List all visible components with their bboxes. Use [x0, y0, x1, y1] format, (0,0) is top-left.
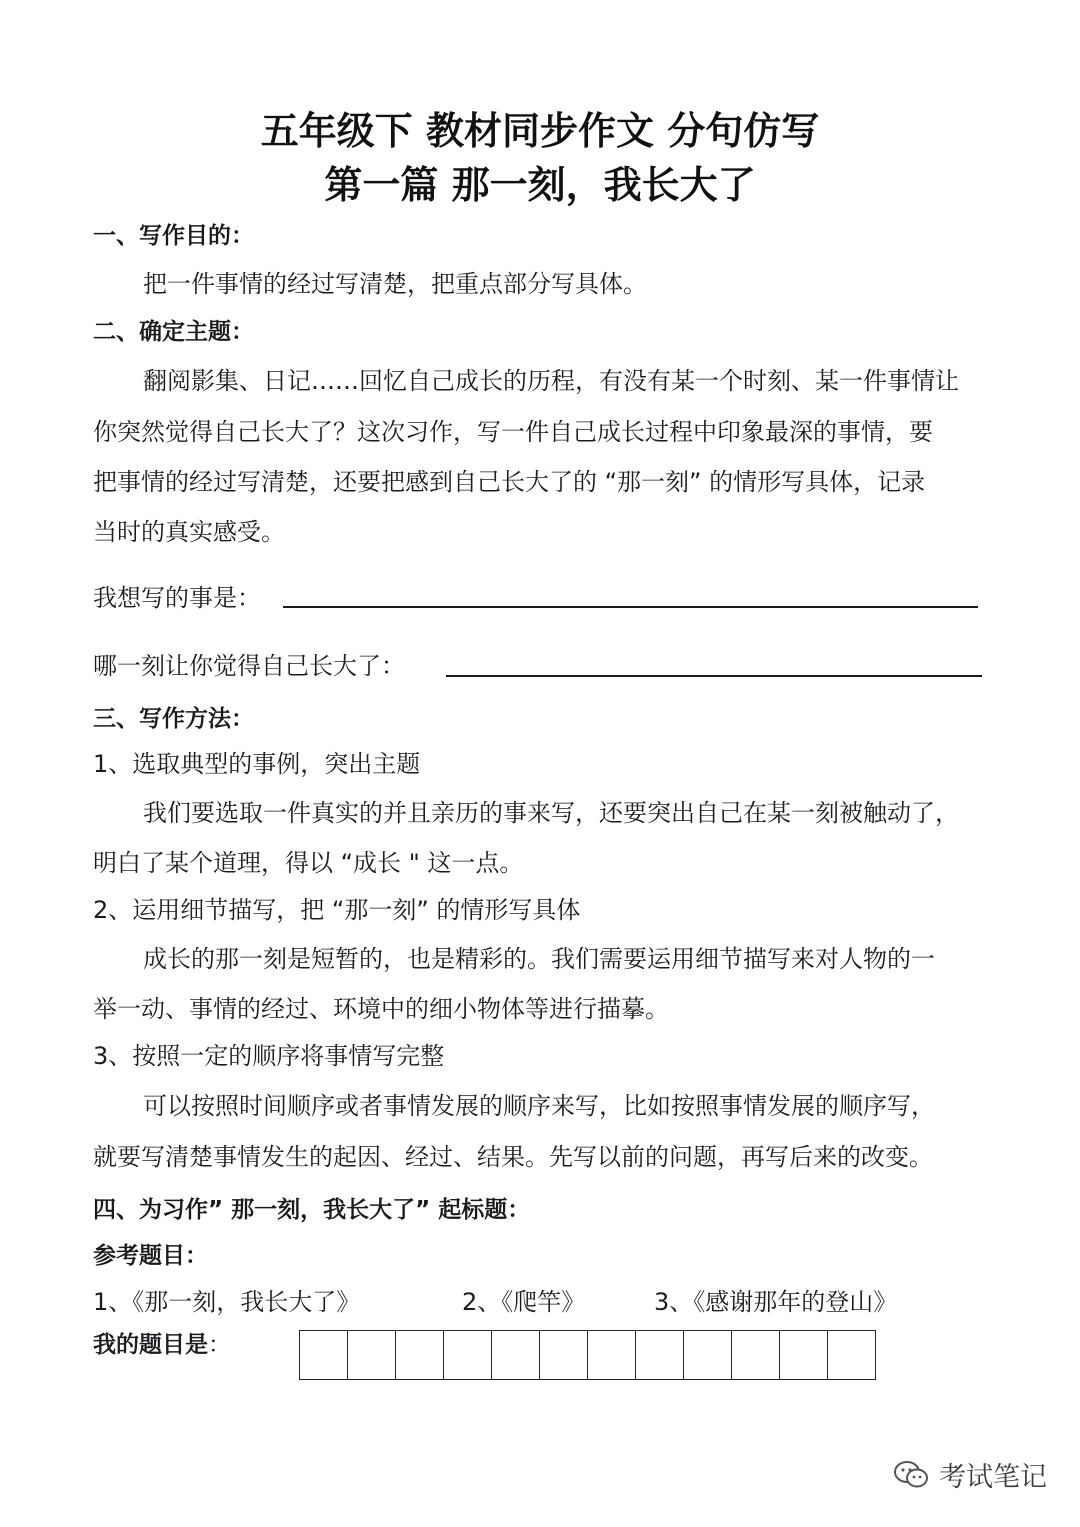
reference-title-1: 1、《那一刻，我长大了》 — [93, 1288, 361, 1316]
wechat-icon — [893, 1459, 929, 1491]
grid-cell[interactable] — [588, 1331, 636, 1379]
method-3-line: 可以按照时间顺序或者事情发展的顺序来写，比如按照事情发展的顺序写， — [143, 1092, 935, 1120]
grid-cell[interactable] — [636, 1331, 684, 1379]
section-4-heading: 四、为习作” 那一刻，我长大了” 起标题： — [93, 1197, 531, 1223]
grid-cell[interactable] — [492, 1331, 540, 1379]
watermark-text: 考试笔记 — [939, 1462, 1047, 1493]
reference-heading: 参考题目： — [93, 1243, 208, 1269]
section-2-line: 当时的真实感受。 — [93, 518, 285, 546]
title-line-1: 五年级下 教材同步作文 分句仿写 — [260, 109, 820, 153]
grid-cell[interactable] — [300, 1331, 348, 1379]
grid-cell[interactable] — [780, 1331, 828, 1379]
title-writing-grid — [299, 1330, 876, 1380]
grid-cell[interactable] — [540, 1331, 588, 1379]
method-1-line: 我们要选取一件真实的并且亲历的事来写，还要突出自己在某一刻被触动了， — [143, 799, 959, 827]
prompt-moment-label: 哪一刻让你觉得自己长大了： — [93, 652, 405, 680]
prompt-event-label: 我想写的事是： — [93, 584, 261, 612]
reference-title-3: 3、《感谢那年的登山》 — [654, 1288, 898, 1316]
watermark — [893, 1455, 1047, 1494]
method-2-line: 举一动、事情的经过、环境中的细小物体等进行描摹。 — [93, 995, 669, 1023]
section-2-heading: 二、确定主题： — [93, 319, 254, 345]
grid-cell[interactable] — [732, 1331, 780, 1379]
method-1-line: 明白了某个道理，得以 “成长 " 这一点。 — [93, 849, 524, 877]
my-title-label: 我的题目是： — [93, 1332, 231, 1358]
method-1-title: 1、选取典型的事例，突出主题 — [93, 750, 421, 778]
method-3-title: 3、按照一定的顺序将事情写完整 — [93, 1042, 445, 1070]
grid-cell[interactable] — [444, 1331, 492, 1379]
section-3-heading: 三、写作方法： — [93, 706, 254, 732]
section-1-heading: 一、写作目的： — [93, 223, 254, 249]
method-2-title: 2、运用细节描写，把 “那一刻” 的情形写具体 — [93, 896, 581, 924]
reference-title-2: 2、《爬竿》 — [462, 1288, 586, 1316]
section-2-line: 翻阅影集、日记……回忆自己成长的历程，有没有某一个时刻、某一件事情让 — [143, 367, 959, 395]
method-2-line: 成长的那一刻是短暂的，也是精彩的。我们需要运用细节描写来对人物的一 — [143, 945, 935, 973]
section-2-line: 把事情的经过写清楚，还要把感到自己长大了的 “那一刻” 的情形写具体，记录 — [93, 468, 926, 496]
grid-cell[interactable] — [828, 1331, 876, 1379]
grid-cell[interactable] — [684, 1331, 732, 1379]
grid-cell[interactable] — [396, 1331, 444, 1379]
grid-cell[interactable] — [348, 1331, 396, 1379]
prompt-event-answer-line[interactable] — [283, 606, 978, 608]
method-3-line: 就要写清楚事情发生的起因、经过、结果。先写以前的问题，再写后来的改变。 — [93, 1143, 933, 1171]
section-2-line: 你突然觉得自己长大了？这次习作，写一件自己成长过程中印象最深的事情，要 — [93, 418, 933, 446]
prompt-moment-answer-line[interactable] — [446, 675, 982, 677]
title-line-2: 第一篇 那一刻，我长大了 — [324, 163, 756, 207]
section-1-body: 把一件事情的经过写清楚，把重点部分写具体。 — [143, 270, 647, 298]
